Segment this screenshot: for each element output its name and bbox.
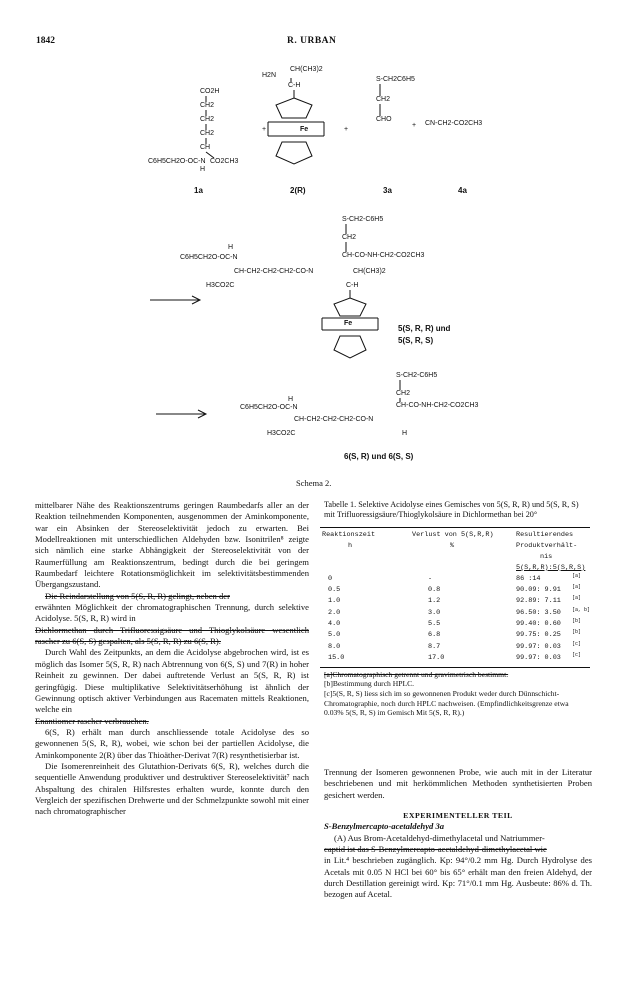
table-cell-time: 8.0	[328, 642, 341, 651]
scheme-text: CH-CO-NH-CH2-CO2CH3	[396, 402, 479, 409]
table-cell-ratio: 96.50: 3.50	[516, 608, 561, 617]
compound-label-1a: 1a	[194, 186, 203, 195]
scheme-text: C6H5CH2O-OC-N	[240, 404, 298, 411]
table-note-b: [b]Bestimmung durch HPLC.	[324, 679, 415, 689]
compound-label-5b: 5(S, R, S)	[398, 336, 434, 345]
table-row	[320, 586, 590, 597]
compound-label-4a: 4a	[458, 186, 467, 195]
table-body	[320, 572, 591, 667]
scheme-text: CH2	[200, 130, 215, 137]
paragraph-struck: Enantiomer rascher verbrauchen.	[35, 715, 149, 726]
table-cell-ratio: 99.40: 0.60	[516, 620, 561, 628]
table-cell-time: 0.5	[328, 586, 341, 595]
table-cell-ratio: 99.97: 0.03	[516, 653, 561, 662]
scheme-text: CH-CH2-CH2-CH2-CO-N	[294, 416, 374, 423]
paragraph: 6(S, R) erhält man durch anschliessende totale Acidolyse des so gewonnenen 5(S, R, R), wobei, wie schon bei der partiellen Acidolyse, die Aminkomponente 2(R) über das Thioäther-Derivat 7(R) resynthetisierbar ist.	[35, 726, 309, 760]
table-header	[320, 531, 590, 575]
scheme-text: CH2	[342, 234, 357, 241]
scheme-caption: Schema 2.	[296, 478, 332, 488]
scheme-text: H	[200, 166, 206, 173]
table-cell-loss: 1.2	[428, 597, 441, 606]
table-header-cell: h	[348, 541, 353, 550]
scheme-text: CH-CH2-CH2-CH2-CO-N	[234, 268, 314, 275]
scheme-text: CHO	[376, 116, 392, 123]
compound-label-2R: 2(R)	[290, 186, 306, 195]
table-cell-note: [b]	[572, 618, 582, 624]
scheme-text: Fe	[344, 320, 353, 327]
paragraph: Trennung der Isomeren gewonnenen Probe, wie auch mit in der Literatur beschriebenen und mit herkömmlichen Methoden synthetisierten Proben gesichert werden.	[324, 767, 592, 800]
table-cell-note: [c]	[572, 640, 582, 647]
table-row	[320, 640, 590, 654]
table-header-cell: Reaktionszeit	[322, 530, 376, 539]
table-cell-note: [a, b]	[572, 606, 591, 613]
table-header-cell: 5(S,R,R):5(S,R,S)	[516, 563, 586, 572]
table-rule-top	[320, 527, 590, 528]
table-cell-loss: 6.8	[428, 631, 441, 640]
compound-label-5: 5(S, R, R) und	[398, 324, 451, 333]
scheme-text: CH(CH3)2	[353, 268, 386, 275]
table-row	[320, 606, 591, 620]
table-1	[320, 500, 590, 718]
scheme-text: C-H	[288, 82, 301, 89]
scheme-text: CH2	[396, 390, 411, 397]
table-cell-ratio: 90.09: 9.91	[516, 586, 561, 595]
table-cell-loss: 17.0	[428, 653, 445, 662]
paragraph: (A) Aus Brom-Acetaldehyd-dimethylacetal und Natriummer-	[334, 832, 545, 843]
table-cell-ratio: 92.89: 7.11	[516, 597, 561, 606]
paragraph: erwähnten Möglichkeit der chromatographischen Trennung, durch selektive Acidolyse. 5(S, R, R) wird in	[35, 602, 309, 624]
section-heading: EXPERIMENTELLER TEIL	[403, 811, 513, 821]
table-cell-time: 0	[328, 574, 333, 583]
scheme-text: C-H	[346, 282, 359, 289]
table-header-cell: Produktverhält-	[516, 541, 578, 550]
table-cell-note: [c]	[572, 651, 582, 658]
scheme-text: CH2	[376, 96, 391, 103]
scheme-text: H3CO2C	[267, 430, 296, 437]
table-row	[320, 597, 590, 608]
scheme-text: C6H5CH2O-OC-N	[180, 254, 238, 261]
paragraph: mittelbarer Nähe des Reaktionszentrums geringen Raumbedarfs aller an der Reaktion teilnehmenden Komponenten, ausgenommen der Aminkomponente, war ein Absinken der Stereoselektivität jedoch zu erwarten. Bei Modellreaktionen mit unterschiedlichen Aldehyden bzw. Isonitrilen⁸ zeigte sich nämlich eine starke Abhängigkeit der Stereoselektivität von der Raumerfüllung am Reaktionszentrum, bedingt durch die bei geringem Raumbedarf leichtere Rotationsmöglichkeit im selektivitätsbestimmenden Übergangszustand.	[35, 500, 309, 590]
table-cell-loss: -	[428, 574, 433, 583]
table-rule-bottom	[320, 667, 590, 668]
table-header-cell: %	[450, 541, 455, 550]
scheme-text: CO2H	[200, 88, 220, 95]
scheme-text: CH2	[200, 102, 215, 109]
paragraph-struck: captid ist das S-Benzylmercapto-acetaldehyd-dimethylacetal wie	[324, 844, 547, 855]
table-cell-loss: 5.5	[428, 620, 441, 628]
compound-label-3a: 3a	[383, 186, 392, 195]
paragraph: Die Isomerenreinheit des Glutathion-Derivats 6(S, R), welches durch die sequentielle Anwendung produktiver und destruktiver Stereoselektivität⁷ nach Abspaltung des chiralen Hilfsrestes erhalten wurde, konnte durch den Vergleich der spezifischen Drehwerte und der Schmelzpunkte sowohl mit einer nach chromatographischer	[35, 760, 309, 817]
scheme-text: H3CO2C	[206, 282, 235, 289]
table-header-cell: Verlust von 5(S,R,R)	[412, 530, 494, 539]
table-cell-note: [a]	[572, 572, 582, 579]
plus-sign: +	[344, 126, 349, 133]
paragraph: in Lit.⁴ beschrieben zugänglich. Kp: 94°/0.2 mm Hg. Durch Hydrolyse des Acetals mit 0.05 N HCl bei 60° bis 65° erhält man den freien Aldehyd, der durch Destillation gereinigt wird. Kp: 71°/0.1 mm Hg. Ausbeute: 86% d. Th. bezogen auf Acetal.	[324, 855, 592, 900]
table-header-cell: nis	[540, 552, 553, 561]
table-row	[320, 631, 590, 642]
subsection-title: S-Benzylmercapto-acetaldehyd 3a	[324, 821, 445, 832]
table-cell-ratio: 99.97: 0.03	[516, 642, 561, 651]
scheme-text: CH-CO-NH-CH2-CO2CH3	[342, 252, 425, 259]
scheme-graphics	[0, 0, 624, 500]
plus-sign: +	[262, 126, 267, 133]
scheme-text: C6H5CH2O-OC-N	[148, 158, 206, 165]
page-number: 1842	[36, 36, 55, 46]
table-cell-loss: 0.8	[428, 586, 441, 595]
table-cell-time: 2.0	[328, 608, 341, 617]
scheme-text: H	[288, 396, 294, 403]
scheme-text: H2N	[262, 72, 277, 79]
scheme-text: CO2CH3	[210, 158, 239, 165]
scheme-text: CH(CH3)2	[290, 66, 323, 73]
scheme-text: CH2	[200, 116, 215, 123]
table-header-cell: Resultierendes	[516, 530, 574, 539]
table-note-c: [c]5(S, R, S) liess sich im so gewonnenen Produkt weder durch Dünnschicht-Chromatographie, noch durch HPLC nachweisen. (Empfindlichkeitsgrenze etwa 0.03% 5(S, R, S) im Gemisch Mit 5(S, R, R).)	[324, 689, 569, 718]
scheme-text: CN-CH2-CO2CH3	[425, 120, 483, 127]
table-row	[320, 651, 590, 665]
table-cell-time: 5.0	[328, 631, 341, 640]
scheme-text: CH	[200, 144, 211, 151]
running-head: R. URBAN	[287, 36, 337, 46]
table-title: Tabelle 1. Selektive Acidolyse eines Gemisches von 5(S, R, R) und 5(S, R, S) mit Trifluoressigsäure/Thioglykolsäure in Dichlormethan bei 20°	[324, 500, 579, 520]
right-column	[324, 767, 592, 901]
scheme-text: H	[228, 244, 234, 251]
table-cell-time: 15.0	[328, 653, 345, 662]
table-cell-loss: 8.7	[428, 642, 441, 651]
table-cell-time: 1.0	[328, 597, 341, 606]
scheme-text: Fe	[300, 126, 309, 133]
scheme-text: H	[402, 430, 408, 437]
table-cell-note: [a]	[572, 584, 582, 591]
table-notes	[320, 670, 590, 718]
table-cell-note: [b]	[572, 629, 582, 636]
left-column	[35, 500, 309, 818]
compound-label-6: 6(S, R) und 6(S, S)	[344, 452, 414, 461]
table-cell-time: 4.0	[328, 620, 341, 628]
table-note-a: [a]Chromatographisch getrennt und gravimetrisch bestimmt.	[324, 669, 509, 679]
table-row	[320, 620, 590, 631]
table-cell-note: [a]	[572, 595, 582, 602]
scheme-text: S-CH2-C6H5	[342, 216, 384, 223]
paragraph: Durch Wahl des Zeitpunkts, an dem die Acidolyse abgebrochen wird, ist es möglich das Isomer 5(S, R, R) nach Abtrennung von 6(S, S) und 7(R) in hoher Reinheit zu gewinnen. Der dabei auftretende Verlust an 5(S, R, R) ist geringfügig. Diese multiplikative Selektivitätserhöhung ist ähnlich der Gewinnung optisch aktiver Verbindungen aus Racematen mittels Reaktionen, welche ein	[35, 647, 309, 715]
table-cell-ratio: 99.75: 0.25	[516, 631, 561, 640]
plus-sign: +	[412, 122, 417, 129]
paragraph-struck: Dichlormethan durch Trifluoressigsäure und Thioglykolsäure wesentlich rascher zu 6(S, S) gespalten, als 5(S, R, R) zu 6(S, R).	[35, 624, 309, 647]
table-cell-loss: 3.0	[428, 608, 441, 617]
scheme-text: S-CH2C6H5	[376, 76, 415, 83]
reaction-scheme	[0, 0, 624, 500]
paragraph-struck: Die Reindarstellung von 5(S, R, R) gelingt, neben der	[45, 590, 230, 601]
table-row	[320, 572, 590, 586]
scheme-text: S-CH2-C6H5	[396, 372, 438, 379]
table-cell-ratio: 86 :14	[516, 574, 541, 583]
